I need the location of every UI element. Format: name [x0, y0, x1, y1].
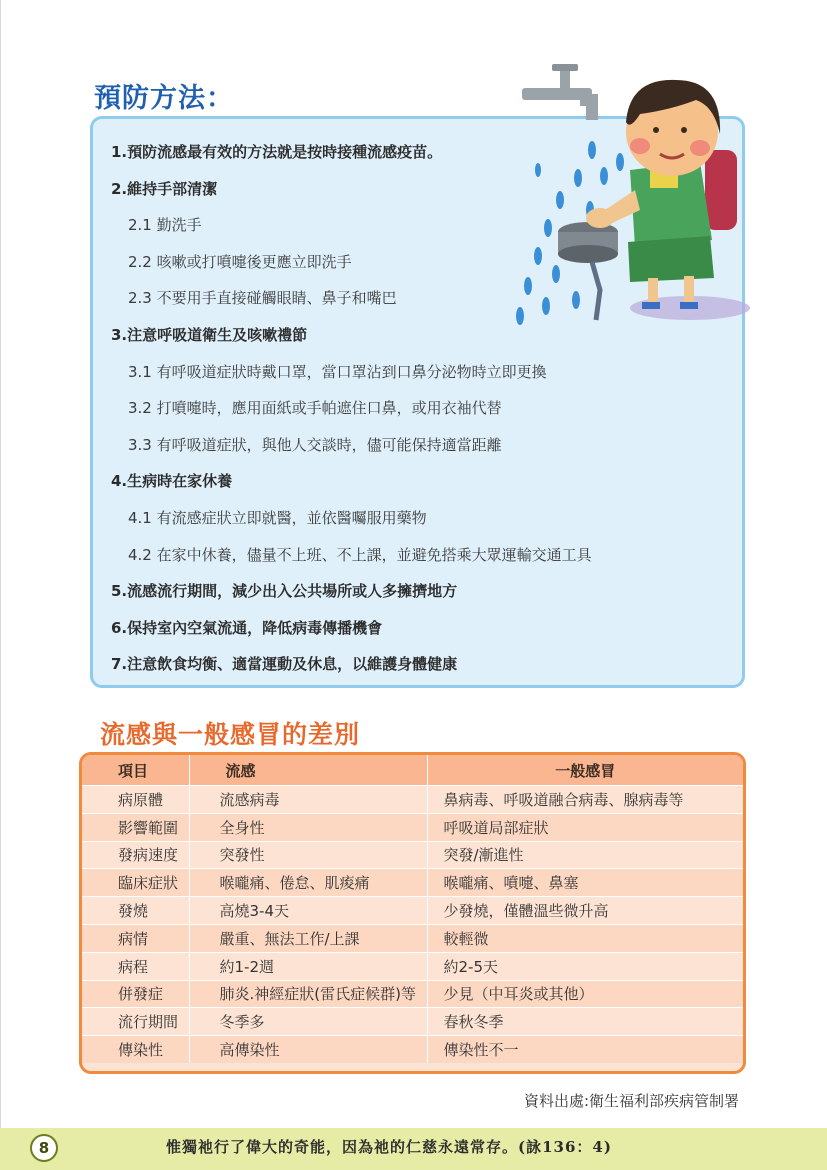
cold-value: 突發/漸進性	[427, 841, 743, 869]
row-label: 臨床症狀	[82, 869, 189, 897]
table-row	[82, 813, 743, 841]
prevention-item-2: 2.維持手部清潔	[111, 179, 218, 198]
comparison-table-body	[82, 786, 743, 1063]
comparison-table-frame	[79, 752, 746, 1074]
cold-value: 喉嚨痛、噴嚏、鼻塞	[427, 869, 743, 897]
row-label: 傳染性	[82, 1036, 189, 1063]
prevention-item-1: 1.預防流感最有效的方法就是按時接種流感疫苗。	[111, 143, 443, 161]
comparison-title: 流感與一般感冒的差別	[100, 720, 361, 749]
table-row	[82, 1036, 743, 1063]
table-row	[82, 841, 743, 869]
table-row	[82, 952, 743, 980]
cold-value: 呼吸道局部症狀	[427, 813, 743, 841]
row-label: 發病速度	[82, 841, 189, 869]
hand-washing-illustration	[500, 50, 760, 340]
prevention-item-6: 3.注意呼吸道衛生及咳嗽禮節	[111, 326, 308, 344]
prevention-item-5: 2.3 不要用手直接碰觸眼睛、鼻子和嘴巴	[128, 289, 397, 308]
cold-value: 春秋冬季	[427, 1008, 743, 1036]
prevention-item-15: 7.注意飲食均衡、適當運動及休息，以維護身體健康	[111, 655, 458, 674]
table-row	[82, 869, 743, 897]
cold-value: 約2-5天	[427, 952, 743, 980]
source-note: 資料出處:衛生福利部疾病管制署	[523, 1092, 739, 1110]
header-flu: 流感	[189, 755, 427, 786]
prevention-item-8: 3.2 打噴嚏時，應用面紙或手帕遮住口鼻，或用衣袖代替	[128, 399, 502, 418]
prevention-item-3: 2.1 勤洗手	[128, 216, 202, 235]
footer-verse: 惟獨祂行了偉大的奇能，因為祂的仁慈永遠常存。(詠136：4)	[166, 1138, 612, 1156]
prevention-item-12: 4.2 在家中休養，儘量不上班、不上課，並避免搭乘大眾運輸交通工具	[128, 545, 592, 564]
row-label: 流行期間	[82, 1008, 189, 1036]
page-edge	[0, 0, 1, 1130]
header-cold: 一般感冒	[427, 755, 743, 786]
comparison-table	[82, 755, 743, 1063]
prevention-item-10: 4.生病時在家休養	[111, 472, 233, 491]
cold-value: 較輕微	[427, 924, 743, 952]
flu-value: 全身性	[189, 813, 427, 841]
flu-value: 約1-2週	[189, 952, 427, 980]
row-label: 影響範圍	[82, 813, 189, 841]
table-row	[82, 1008, 743, 1036]
row-label: 病程	[82, 952, 189, 980]
row-label: 病原體	[82, 786, 189, 814]
row-label: 併發症	[82, 980, 189, 1008]
flu-value: 流感病毒	[189, 786, 427, 814]
table-row	[82, 924, 743, 952]
flu-value: 喉嚨痛、倦怠、肌痠痛	[189, 869, 427, 897]
cold-value: 傳染性不一	[427, 1036, 743, 1063]
prevention-item-11: 4.1 有流感症狀立即就醫，並依醫囑服用藥物	[128, 509, 427, 527]
prevention-item-13: 5.流感流行期間，減少出入公共場所或人多擁擠地方	[111, 582, 458, 601]
table-row	[82, 980, 743, 1008]
prevention-item-14: 6.保持室內空氣流通，降低病毒傳播機會	[111, 618, 383, 637]
flu-value: 冬季多	[189, 1008, 427, 1036]
header-item: 項目	[82, 755, 189, 786]
flu-value: 高傳染性	[189, 1036, 427, 1063]
flu-value: 肺炎.神經症狀(雷氏症候群)等	[189, 980, 427, 1008]
row-label: 病情	[82, 924, 189, 952]
cold-value: 少見（中耳炎或其他）	[427, 980, 743, 1008]
table-row	[82, 786, 743, 814]
page-number: 8	[30, 1134, 58, 1162]
flu-value: 嚴重、無法工作/上課	[189, 924, 427, 952]
cold-value: 鼻病毒、呼吸道融合病毒、腺病毒等	[427, 786, 743, 814]
flu-value: 高燒3-4天	[189, 897, 427, 925]
prevention-item-7: 3.1 有呼吸道症狀時戴口罩，當口罩沾到口鼻分泌物時立即更換	[128, 362, 547, 381]
table-row	[82, 897, 743, 925]
row-label: 發燒	[82, 897, 189, 925]
prevention-title: 預防方法：	[94, 83, 234, 114]
flu-value: 突發性	[189, 841, 427, 869]
cold-value: 少發燒，僅體溫些微升高	[427, 897, 743, 925]
prevention-item-4: 2.2 咳嗽或打噴嚏後更應立即洗手	[128, 252, 352, 271]
prevention-item-9: 3.3 有呼吸道症狀，與他人交談時，儘可能保持適當距離	[128, 435, 502, 454]
table-header-row	[82, 755, 743, 786]
